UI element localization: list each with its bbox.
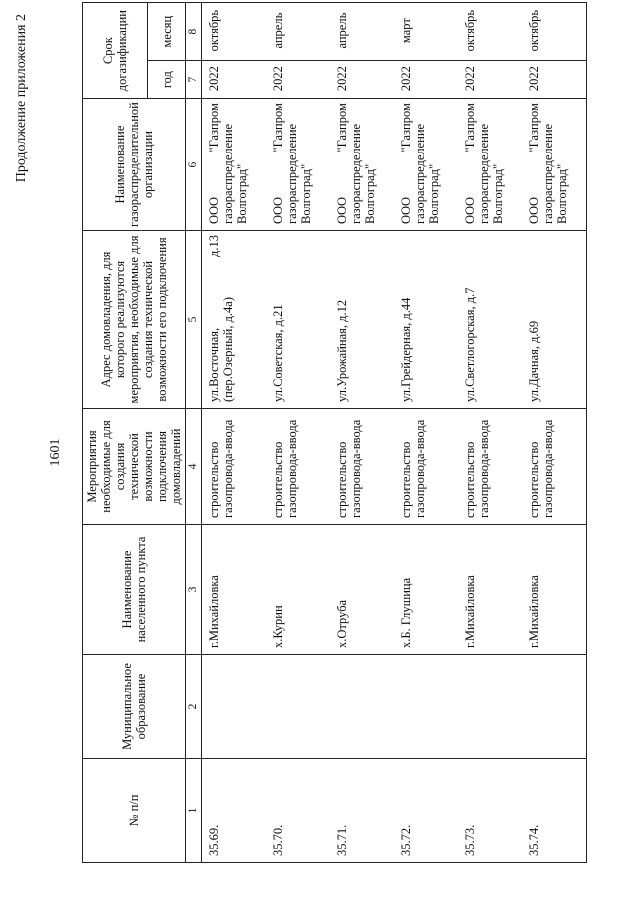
col-number: 6 <box>186 99 202 231</box>
header-municipality: Муниципальное образование <box>83 655 186 759</box>
row-year: 2022 <box>201 61 266 99</box>
row-org: ООО "Газпром газораспределение Волгоград" <box>394 99 458 231</box>
row-municipality <box>394 655 458 759</box>
row-number: 35.73. <box>458 759 522 863</box>
col-number: 7 <box>186 61 202 99</box>
row-org: ООО "Газпром газораспределение Волгоград" <box>266 99 330 231</box>
row-address: ул.Светлогорская, д.7 <box>458 231 522 409</box>
row-municipality <box>330 655 394 759</box>
row-municipality <box>458 655 522 759</box>
table-row <box>458 3 522 863</box>
table-row <box>201 3 266 863</box>
row-settlement: х.Курин <box>266 525 330 655</box>
row-month: октябрь <box>458 3 522 61</box>
col-number: 1 <box>186 759 202 863</box>
row-municipality <box>266 655 330 759</box>
row-measures: строительство газопровода-ввода <box>522 409 587 525</box>
row-measures: строительство газопровода-ввода <box>266 409 330 525</box>
header-month: месяц <box>148 3 186 61</box>
col-number: 2 <box>186 655 202 759</box>
header-org: Наименование газораспределительной организации <box>83 99 186 231</box>
row-year: 2022 <box>522 61 587 99</box>
header-address: Адрес домовладения, для которого реализуются мероприятия, необходимые для создания технической возможности его подключения <box>83 231 186 409</box>
table-row <box>522 3 587 863</box>
col-number: 4 <box>186 409 202 525</box>
row-address: ул.Советская, д.21 <box>266 231 330 409</box>
row-month: октябрь <box>201 3 266 61</box>
row-number: 35.74. <box>522 759 587 863</box>
row-org: ООО "Газпром газораспределение Волгоград" <box>458 99 522 231</box>
row-number: 35.70. <box>266 759 330 863</box>
row-year: 2022 <box>266 61 330 99</box>
header-num: № п/п <box>83 759 186 863</box>
row-year: 2022 <box>330 61 394 99</box>
table-row <box>394 3 458 863</box>
header-term: Срок догазификации <box>83 3 148 99</box>
col-number: 8 <box>186 3 202 61</box>
row-settlement: г.Михайловка <box>458 525 522 655</box>
row-settlement: х.Отруба <box>330 525 394 655</box>
header-measures: Мероприятия необходимые для создания технической возможности подключения домовладений <box>83 409 186 525</box>
row-number: 35.72. <box>394 759 458 863</box>
row-number: 35.71. <box>330 759 394 863</box>
row-month: март <box>394 3 458 61</box>
gasification-table <box>82 2 587 863</box>
row-municipality <box>522 655 587 759</box>
row-measures: строительство газопровода-ввода <box>394 409 458 525</box>
column-number-row <box>186 3 202 863</box>
col-number: 5 <box>186 231 202 409</box>
row-address: ул.Восточная, д.13 (пер.Озерный, д.4а) <box>201 231 266 409</box>
row-number: 35.69. <box>201 759 266 863</box>
row-address: ул.Дачная, д.69 <box>522 231 587 409</box>
table-row <box>330 3 394 863</box>
table-row <box>266 3 330 863</box>
row-month: апрель <box>266 3 330 61</box>
row-measures: строительство газопровода-ввода <box>201 409 266 525</box>
row-measures: строительство газопровода-ввода <box>458 409 522 525</box>
row-address: ул.Грейдерная, д.44 <box>394 231 458 409</box>
row-org: ООО "Газпром газораспределение Волгоград" <box>201 99 266 231</box>
page-number: 1601 <box>48 438 63 467</box>
row-settlement: г.Михайловка <box>201 525 266 655</box>
header-year: год <box>148 61 186 99</box>
row-month: апрель <box>330 3 394 61</box>
row-month: октябрь <box>522 3 587 61</box>
row-org: ООО "Газпром газораспределение Волгоград" <box>522 99 587 231</box>
continuation-caption: Продолжение приложения 2 <box>14 14 29 183</box>
row-org: ООО "Газпром газораспределение Волгоград" <box>330 99 394 231</box>
row-municipality <box>201 655 266 759</box>
row-measures: строительство газопровода-ввода <box>330 409 394 525</box>
row-year: 2022 <box>394 61 458 99</box>
row-settlement: х.Б. Глушица <box>394 525 458 655</box>
header-settlement: Наименование населенного пункта <box>83 525 186 655</box>
col-number: 3 <box>186 525 202 655</box>
row-address: ул.Урожайная, д.12 <box>330 231 394 409</box>
row-settlement: г.Михайловка <box>522 525 587 655</box>
row-year: 2022 <box>458 61 522 99</box>
